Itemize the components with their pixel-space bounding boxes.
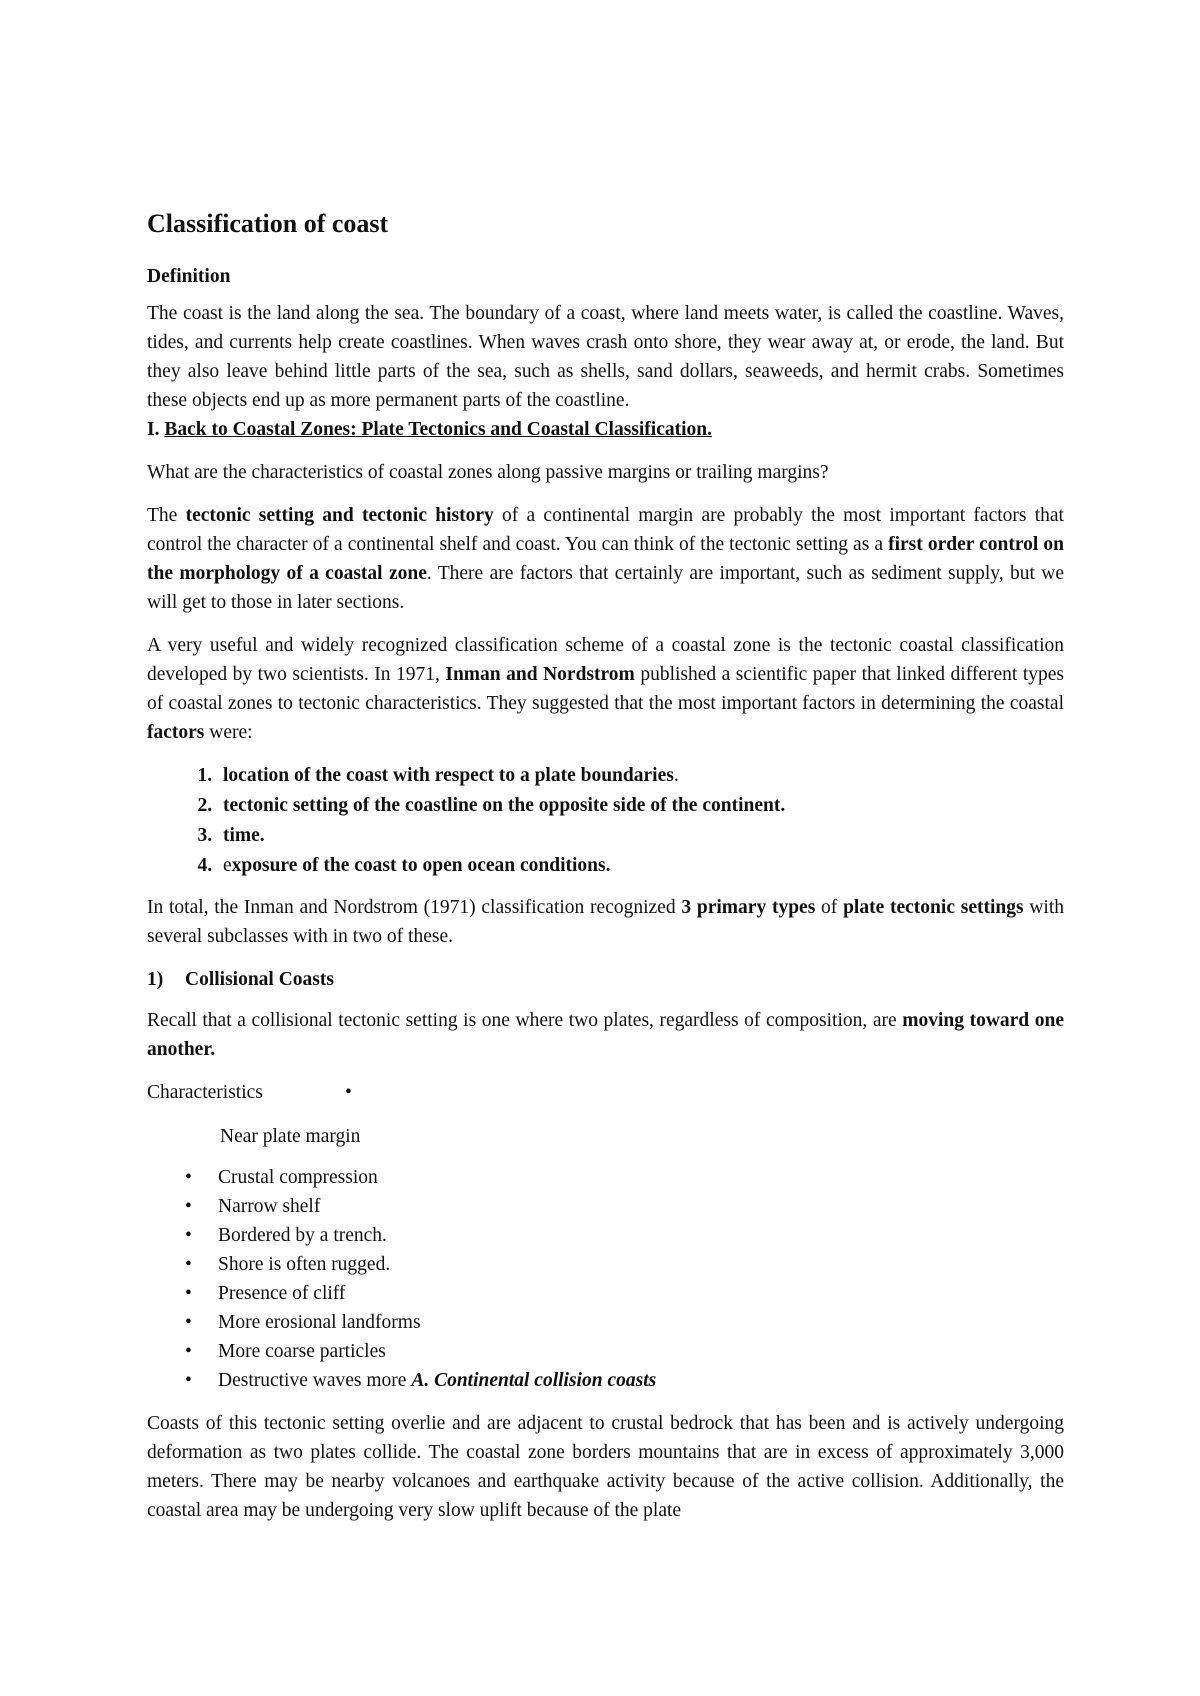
question-paragraph: What are the characteristics of coastal zones along passive margins or trailing margins? — [147, 462, 829, 483]
bold-run: moving toward one another. — [147, 1010, 1064, 1060]
coasts-paragraph: Coasts of this tectonic setting overlie and are adjacent to crustal bedrock that has been and is actively undergoing deformation as two plates collide. The coastal zone borders mountains that are in excess of approximately 3,000 meters. There may be nearby volcanoes and earthquake activity because of the active collision. Additionally, the coastal area may be undergoing very slow uplift because of the plate — [147, 1413, 1064, 1521]
text-run: published a scientific paper that linked different types of coastal zones to tectonic characteristics. They suggested that the most important factors in determining the coastal — [147, 664, 1064, 714]
recall-paragraph — [147, 1006, 1064, 1064]
page-title: Classification of coast — [147, 209, 389, 238]
subsection-heading: A. Continental collision coasts — [411, 1370, 657, 1391]
list-item — [147, 1279, 1064, 1308]
text-run: The — [147, 505, 186, 526]
item-text: Crustal compression — [218, 1167, 378, 1188]
bold-run: first order control on the morphology of a coastal zone — [147, 534, 1064, 584]
tectonic-paragraph — [147, 501, 1064, 617]
text-run: of — [815, 897, 844, 918]
item-text: Shore is often rugged. — [218, 1254, 391, 1275]
list-item — [147, 1163, 1064, 1192]
text-run: Recall that a collisional tectonic setting is one where two plates, regardless of composition, are — [147, 1010, 903, 1031]
first-characteristic: Near plate margin — [220, 1126, 361, 1147]
list-item — [147, 1308, 1064, 1337]
bullet-icon: • — [345, 1082, 352, 1103]
bold-run: Inman and Nordstrom — [445, 664, 635, 685]
item-text: Destructive waves more — [218, 1370, 412, 1391]
item-text: Narrow shelf — [218, 1196, 321, 1217]
collisional-heading — [147, 965, 1064, 994]
item-text: Presence of cliff — [218, 1283, 346, 1304]
bold-run: tectonic setting and tectonic history — [185, 505, 494, 526]
list-item — [147, 1192, 1064, 1221]
bold-run: tectonic setting of the coastline on the opposite side of the continent. — [223, 795, 786, 816]
bold-run: 3 primary types — [681, 897, 816, 918]
bullet-icon: • — [185, 1254, 192, 1275]
bold-run: time. — [223, 825, 265, 846]
list-item — [217, 791, 1064, 821]
list-item — [217, 821, 1064, 851]
text-run: were: — [204, 722, 253, 743]
text-run: In total, the Inman and Nordstrom (1971) classification recognized — [147, 897, 682, 918]
bullet-icon: • — [185, 1341, 192, 1362]
list-item — [147, 1221, 1064, 1250]
item-text: Bordered by a trench. — [218, 1225, 387, 1246]
bold-run: plate tectonic settings — [843, 897, 1024, 918]
heading-title: Collisional Coasts — [185, 969, 334, 990]
bold-run: location of the coast with respect to a plate boundaries — [223, 765, 674, 786]
definition-paragraph: The coast is the land along the sea. The boundary of a coast, where land meets water, is called the coastline. Waves, tides, and currents help create coastlines. When waves crash onto shore, they wear away at, or erode, the land. But they also leave behind little parts of the sea, such as shells, sand dollars, seaweeds, and hermit crabs. Sometimes these objects end up as more permanent parts of the coastline. — [147, 303, 1064, 411]
text-run: . There are factors that certainly are important, such as sediment supply, but we will get to those in later sections. — [147, 563, 1064, 613]
bullet-icon: • — [185, 1312, 192, 1333]
list-item — [147, 1250, 1064, 1279]
characteristics-row — [147, 1078, 1064, 1108]
bold-run: factors — [147, 722, 205, 743]
text-run: of a continental margin are probably the most important factors that control the character of a continental shelf and coast. You can think of the tectonic setting as a — [147, 505, 1064, 555]
bullet-icon: • — [185, 1283, 192, 1304]
factors-list — [147, 761, 1064, 881]
item-text: More erosional landforms — [218, 1312, 421, 1333]
text-run: with several subclasses with in two of these. — [147, 897, 1065, 947]
list-item — [147, 1337, 1064, 1366]
section-title-link: Back to Coastal Zones: Plate Tectonics and Coastal Classification. — [164, 419, 712, 440]
total-paragraph — [147, 893, 1064, 951]
text-run: A very useful and widely recognized classification scheme of a coastal zone is the tectonic coastal classification developed by two scientists. In 1971, — [147, 635, 1064, 685]
list-item — [217, 851, 1064, 881]
list-item — [147, 1366, 1064, 1395]
text-run: . — [673, 765, 679, 786]
scheme-paragraph — [147, 631, 1064, 747]
section-heading — [147, 415, 1064, 444]
bullet-icon: • — [185, 1196, 192, 1217]
section-number: I. — [147, 419, 165, 440]
heading-number: 1) — [147, 969, 164, 990]
bullet-icon: • — [185, 1167, 192, 1188]
document-body — [147, 208, 1064, 1525]
list-item — [217, 761, 1064, 791]
bullet-icon: • — [185, 1370, 192, 1391]
text-run: e — [223, 855, 232, 876]
item-text: More coarse particles — [218, 1341, 386, 1362]
bullet-icon: • — [185, 1225, 192, 1246]
characteristics-label: Characteristics — [147, 1082, 263, 1103]
bold-run: xposure of the coast to open ocean conditions. — [231, 855, 611, 876]
characteristics-list — [147, 1163, 1064, 1395]
definition-heading: Definition — [147, 266, 231, 287]
